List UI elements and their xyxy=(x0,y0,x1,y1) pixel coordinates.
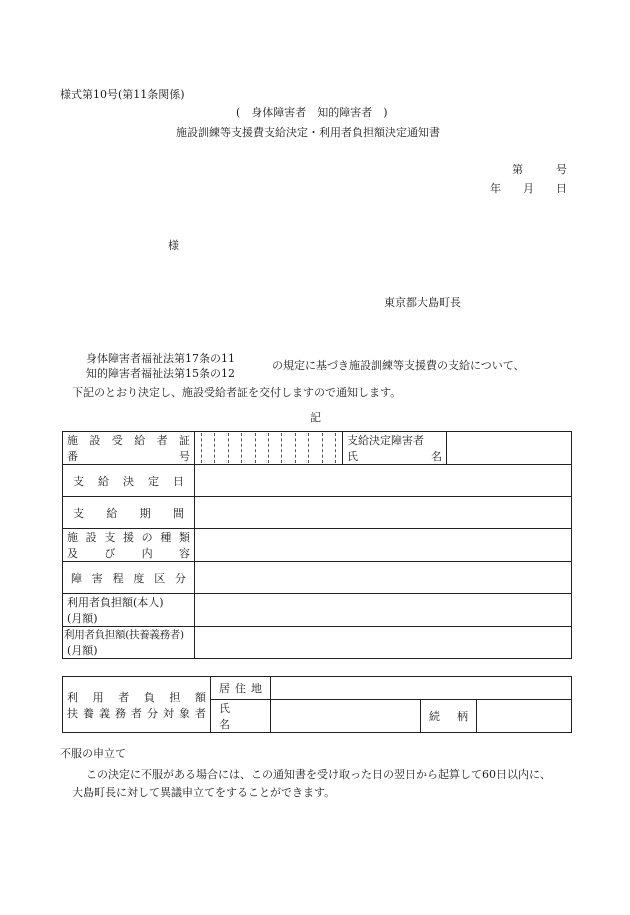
document-number: 第 号 xyxy=(512,163,567,176)
form-number: 様式第10号(第11条関係) xyxy=(60,88,185,101)
guardian-name-field[interactable] xyxy=(271,700,421,733)
relation-label: 続 柄 xyxy=(421,700,477,733)
law-reference-2: 知的障害者福祉法第15条の12 xyxy=(86,367,235,380)
category-line: ( 身体障害者 知的障害者 ) xyxy=(236,106,388,119)
recipient-name-label: 支給決定障害者 氏 名 xyxy=(343,432,447,465)
guardian-name-label: 氏 名 xyxy=(211,700,271,733)
table-row xyxy=(63,627,572,659)
table-row xyxy=(63,529,572,562)
document-title: 施設訓練等支援費支給決定・利用者負担額決定通知書 xyxy=(176,126,440,139)
document-date: 年 月 日 xyxy=(490,182,567,195)
table-row xyxy=(63,497,572,529)
recipient-name-field[interactable] xyxy=(447,432,572,465)
decision-table xyxy=(62,431,572,659)
certificate-number-label: 施設受給者証 番 号 xyxy=(63,432,195,465)
guardian-target-label: 利用者負担額 扶養義務者分対象者 xyxy=(63,677,211,733)
relation-field[interactable] xyxy=(477,700,572,733)
issuer: 東京都大島町長 xyxy=(384,296,461,309)
appeal-text-1: この決定に不服がある場合には、この通知書を受け取った日の翌日から起算して60日以内に、 xyxy=(86,768,551,781)
guardian-table xyxy=(62,676,572,733)
appeal-text-2: 大島町長に対して異議申立てをすることができます。 xyxy=(72,786,336,799)
support-type-label: 施設支援の種類 及び内容 xyxy=(63,529,195,562)
period-field[interactable] xyxy=(195,497,572,529)
law-reference-1: 身体障害者福祉法第17条の11 xyxy=(86,352,235,365)
ki-marker: 記 xyxy=(310,411,321,424)
burden-guardian-label: 利用者負担額(扶養義務者) (月額) xyxy=(63,627,195,659)
support-type-field[interactable] xyxy=(195,529,572,562)
burden-guardian-field[interactable] xyxy=(195,627,572,659)
table-row xyxy=(63,465,572,497)
intro-text-2: 下記のとおり決定し、施設受給者証を交付しますので通知します。 xyxy=(72,386,402,399)
burden-self-field[interactable] xyxy=(195,594,572,627)
disability-level-field[interactable] xyxy=(195,562,572,594)
table-row xyxy=(63,432,572,465)
certificate-number-field[interactable] xyxy=(195,432,343,465)
residence-field[interactable] xyxy=(271,677,572,700)
disability-level-label: 障害程度区分 xyxy=(63,562,195,594)
residence-label: 居住地 xyxy=(211,677,271,700)
table-row xyxy=(63,677,572,700)
addressee: 様 xyxy=(168,239,179,252)
decision-date-label: 支給決定日 xyxy=(63,465,195,497)
period-label: 支給期間 xyxy=(63,497,195,529)
table-row xyxy=(63,562,572,594)
appeal-heading: 不服の申立て xyxy=(60,747,126,760)
burden-self-label: 利用者負担額(本人) (月額) xyxy=(63,594,195,627)
intro-text-1: の規定に基づき施設訓練等支援費の支給について、 xyxy=(272,359,525,372)
decision-date-field[interactable] xyxy=(195,465,572,497)
table-row xyxy=(63,594,572,627)
